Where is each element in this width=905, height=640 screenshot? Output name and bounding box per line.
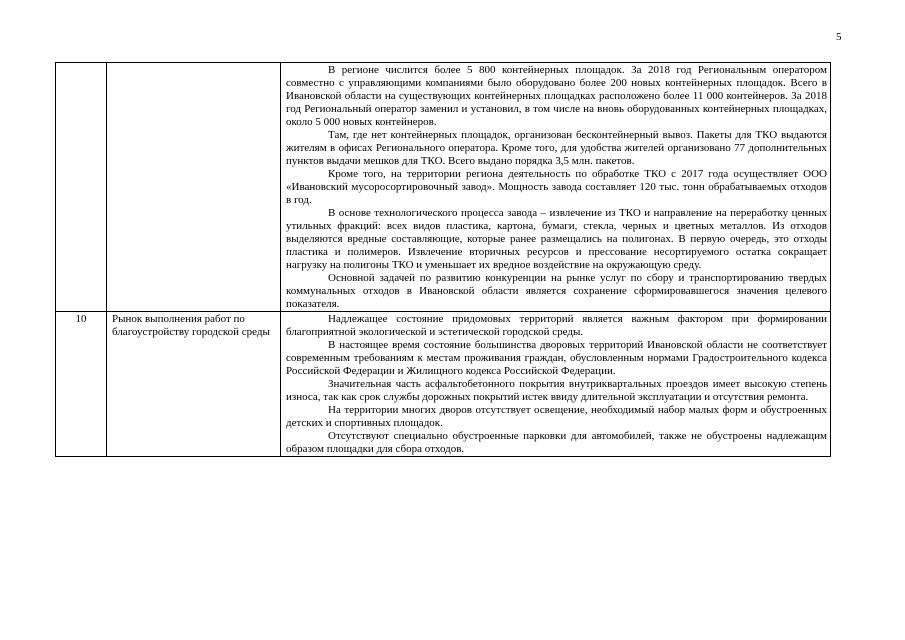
page-number: 5 xyxy=(836,31,842,43)
paragraph-parking: Отсутствуют специально обустроенные парковки для автомобилей, также не обустроены надлежащим образом площадки для сбора отходов. xyxy=(286,430,827,455)
paragraph-container-sites: В регионе числится более 5 800 контейнерных площадок. За 2018 год Региональным оператором совместно с управляющими компаниями было оборудовано более 200 новых контейнерных площадок. Всего в Ивановской области на существующих контейнерных площадках расположено более 11 000 контейнеров. За 2018 год Региональный оператор заменил и установил, в том числе на вновь оборудованных контейнерных площадках, около 5 000 новых контейнеров. xyxy=(286,64,827,128)
paragraph-main-task: Основной задачей по развитию конкуренции на рынке услуг по сбору и транспортированию твердых коммунальных отходов в Ивановской области является сохранение сформировавшегося значения целевого показателя. xyxy=(286,272,827,310)
paragraph-requirements: В настоящее время состояние большинства дворовых территорий Ивановской области не соответствует современным требованиям к местам проживания граждан, обусловленным нормами Градостроительного кодекса Российской Федерации и Жилищного кодекса Российской Федерации. xyxy=(286,339,827,377)
competition-table xyxy=(55,62,831,457)
paragraph-sorting-plant: Кроме того, на территории региона деятельность по обработке ТКО с 2017 года осуществляет ООО «Ивановский мусоросортировочный завод». Мощность завода составляет 120 тыс. тонн обрабатываемых отходов в год. xyxy=(286,168,827,206)
paragraph-technology: В основе технологического процесса завода – извлечение из ТКО и направление на переработку ценных утильных фракций: всех видов пластика, картона, бумаги, стекла, черных и цветных металлов. Из отходов выделяются вредные составляющие, которые ранее размещались на полигонах. В первую очередь, это отходы пластика и полимеров. Извлечение вторичных ресурсов и прессование несортируемого остатка сокращает нагрузку на полигоны ТКО и уменьшает их вредное воздействие на окружающую среду. xyxy=(286,207,827,271)
paragraph-lighting: На территории многих дворов отсутствует освещение, необходимый набор малых форм и обустроенных детских и спортивных площадок. xyxy=(286,404,827,429)
paragraph-yard-state: Надлежащее состояние придомовых территорий является важным фактором при формировании благоприятной экологической и эстетической городской среды. xyxy=(286,313,827,338)
row-number-cell xyxy=(56,63,107,312)
paragraph-bagless-collection: Там, где нет контейнерных площадок, организован бесконтейнерный вывоз. Пакеты для ТКО выдаются жителям в офисах Регионального оператора. Кроме того, для удобства жителей организовано 77 дополнительных пунктов выдачи мешков для ТКО. Всего выдано порядка 3,5 млн. пакетов. xyxy=(286,129,827,167)
table-row-continuation xyxy=(56,63,831,312)
description-cell xyxy=(281,312,831,457)
market-name-cell: Рынок выполнения работ по благоустройству городской среды xyxy=(107,312,281,457)
market-name-cell xyxy=(107,63,281,312)
table-row-10 xyxy=(56,312,831,457)
row-number-cell: 10 xyxy=(56,312,107,457)
paragraph-asphalt: Значительная часть асфальтобетонного покрытия внутриквартальных проездов имеет высокую степень износа, так как срок службы дорожных покрытий истек ввиду длительной эксплуатации и отсутствия ремонта. xyxy=(286,378,827,403)
description-cell xyxy=(281,63,831,312)
